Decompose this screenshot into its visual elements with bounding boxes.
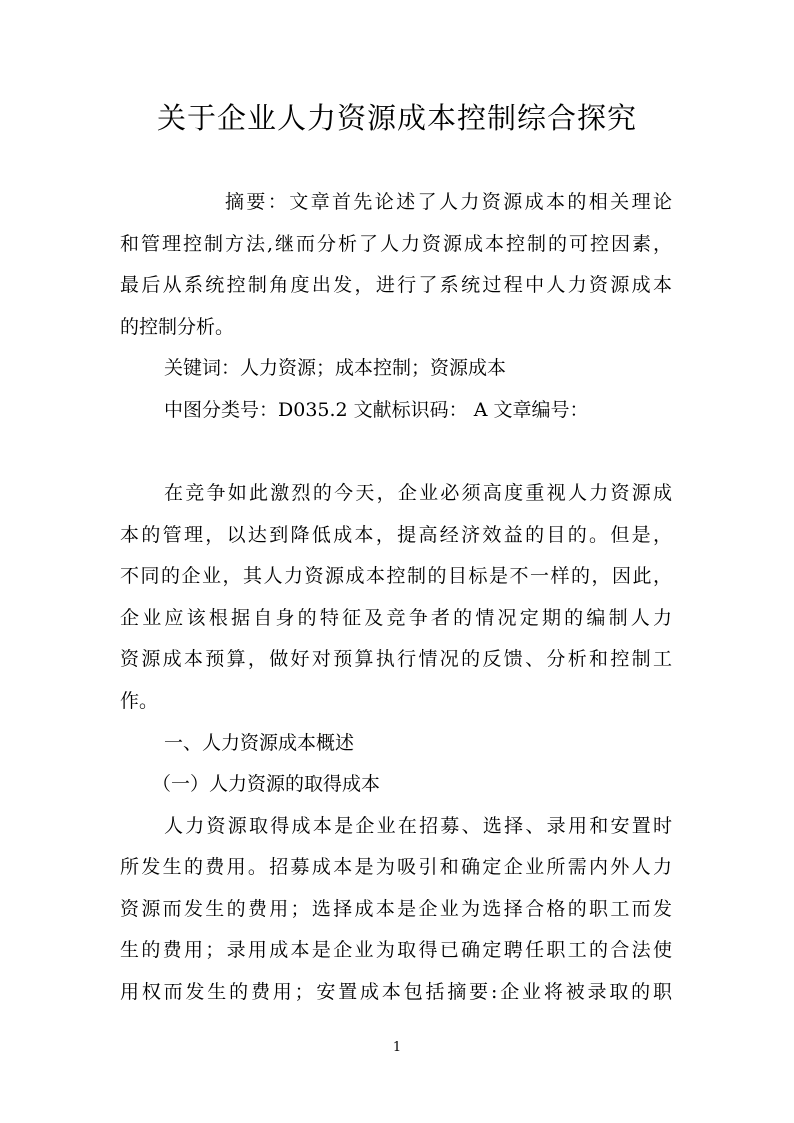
abstract-line: 摘要：文章首先论述了人力资源成本的相关理论 — [225, 191, 672, 213]
subsection-heading: （一）人力资源的取得成本 — [152, 773, 381, 795]
intro-line: 作。 — [120, 690, 159, 712]
abstract-line: 最后从系统控制角度出发，进行了系统过程中人力资源成本 — [120, 274, 672, 296]
classification-line: 中图分类号：D035.2 文献标识码： A 文章编号： — [164, 399, 589, 421]
body-line: 用权而发生的费用；安置成本包括摘要:企业将被录取的职 — [120, 981, 672, 1003]
abstract-line: 和管理控制方法,继而分析了人力资源成本控制的可控因素， — [120, 233, 672, 255]
intro-line: 本的管理，以达到降低成本，提高经济效益的目的。但是， — [120, 524, 672, 546]
intro-line: 资源成本预算，做好对预算执行情况的反馈、分析和控制工 — [120, 648, 672, 670]
intro-line: 企业应该根据自身的特征及竞争者的情况定期的编制人力 — [120, 607, 672, 629]
page-number: 1 — [392, 1040, 402, 1055]
intro-line: 不同的企业，其人力资源成本控制的目标是不一样的，因此， — [120, 565, 672, 587]
intro-line: 在竞争如此激烈的今天，企业必须高度重视人力资源成 — [164, 482, 672, 504]
section-heading: 一、人力资源成本概述 — [164, 732, 355, 754]
body-line: 所发生的费用。招募成本是为吸引和确定企业所需内外人力 — [120, 856, 672, 878]
keywords-line: 关键词：人力资源；成本控制；资源成本 — [164, 357, 507, 379]
abstract-line: 的控制分析。 — [120, 316, 235, 338]
document-title: 关于企业人力资源成本控制综合探究 — [156, 101, 637, 135]
body-line: 资源而发生的费用；选择成本是企业为选择合格的职工而发 — [120, 898, 672, 920]
body-line: 生的费用；录用成本是企业为取得已确定聘任职工的合法使 — [120, 939, 672, 961]
body-line: 人力资源取得成本是企业在招募、选择、录用和安置时 — [164, 815, 672, 837]
